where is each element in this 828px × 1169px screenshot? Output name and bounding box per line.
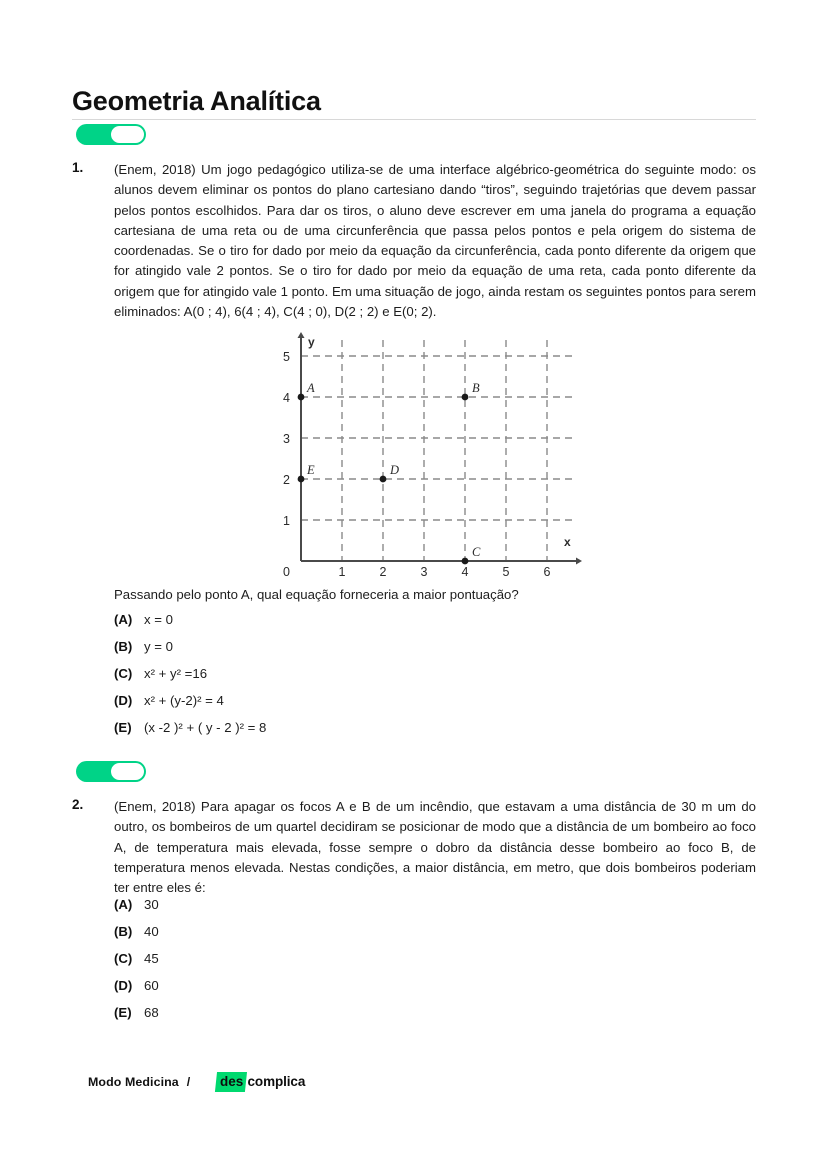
option-text: (x -2 )² + ( y - 2 )² = 8 — [144, 720, 267, 735]
option-text: 60 — [144, 978, 159, 993]
point-label-b: B — [472, 381, 480, 395]
svg-text:2: 2 — [379, 565, 387, 578]
logo-mark-text: des — [220, 1074, 244, 1090]
option-key: (C) — [114, 666, 133, 681]
point-e — [298, 476, 305, 483]
point-label-a: A — [307, 381, 315, 395]
option-key: (D) — [114, 693, 133, 708]
page-title: Geometria Analítica — [72, 86, 321, 117]
option-d[interactable] — [114, 978, 159, 1005]
option-b[interactable] — [114, 924, 159, 951]
point-label-e: E — [307, 463, 315, 477]
svg-text:4: 4 — [283, 391, 290, 405]
footer-separator: / — [186, 1075, 191, 1089]
y-axis-label: y — [308, 335, 315, 349]
logo-word: complica — [247, 1074, 306, 1090]
point-c — [462, 558, 469, 565]
svg-text:2: 2 — [283, 473, 290, 487]
option-key: (D) — [114, 978, 133, 993]
header-divider — [72, 119, 756, 120]
option-text: 68 — [144, 1005, 159, 1020]
svg-text:1: 1 — [283, 514, 290, 528]
gridlines — [301, 340, 572, 561]
option-a[interactable] — [114, 897, 159, 924]
x-tick-labels — [339, 565, 551, 578]
option-key: (B) — [114, 639, 133, 654]
question-1-number: 1. — [72, 160, 84, 175]
option-c[interactable] — [114, 951, 159, 978]
y-axis-arrow — [298, 332, 305, 338]
point-label-d: D — [390, 463, 400, 477]
question-2-number: 2. — [72, 797, 84, 812]
footer — [88, 1072, 305, 1092]
question-2-statement: (Enem, 2018) Para apagar os focos A e B de um incêndio, que estavam a uma distância de 30 m um do outro, os bombeiros de um quartel decidiram se posicionar de modo que a distância de um bombeiro ao foco A, de temperatura mais elevada, fosse sempre o dobro da distância desse bombeiro ao foco B, de temperatura menos elevada. Nestas condições, a maior distância, em metro, que dois bombeiros poderiam ter entre eles é: — [114, 799, 756, 896]
option-e[interactable] — [114, 720, 266, 747]
option-c[interactable] — [114, 666, 266, 693]
point-b — [462, 394, 469, 401]
svg-text:5: 5 — [502, 565, 510, 578]
toggle-question-1[interactable] — [76, 124, 146, 145]
logo-mark — [215, 1072, 247, 1092]
point-label-c: C — [472, 545, 481, 559]
svg-text:0: 0 — [283, 565, 290, 578]
option-a[interactable] — [114, 612, 266, 639]
option-text: x² + (y-2)² = 4 — [144, 693, 224, 708]
option-text: 40 — [144, 924, 159, 939]
question-1-statement: (Enem, 2018) Um jogo pedagógico utiliza-se de uma interface algébrico-geométrica do seguinte modo: os alunos devem eliminar os pontos do plano cartesiano dando “tiros”, seguindo trajetórias que devem passar pelos pontos escolhidos. Para dar os tiros, o aluno deve escrever em uma janela do programa a equação cartesiana de uma reta ou de uma circunferência que passa pelos pontos e pela origem do sistema de coordenadas. Se o tiro for dado por meio da equação da circunferência, cada ponto diferente da origem que for atingido vale 2 pontos. Se o tiro for dado por meio da equação de uma reta, cada ponto diferente da origem que for atingido vale 1 ponto. Em uma situação de jogo, ainda restam os seguintes pontos para serem eliminados: A(0 ; 4), 6(4 ; 4), C(4 ; 0), D(2 ; 2) e E(0; 2). — [114, 162, 756, 320]
option-text: x = 0 — [144, 612, 173, 627]
x-axis-label: x — [564, 535, 571, 549]
question-1-options — [114, 612, 266, 747]
svg-text:3: 3 — [420, 565, 428, 578]
option-key: (E) — [114, 1005, 132, 1020]
svg-text:3: 3 — [283, 432, 290, 446]
option-text: y = 0 — [144, 639, 173, 654]
svg-text:1: 1 — [338, 565, 346, 578]
option-d[interactable] — [114, 693, 266, 720]
option-key: (A) — [114, 897, 133, 912]
option-key: (C) — [114, 951, 133, 966]
cartesian-plane-figure — [282, 332, 582, 578]
descomplica-logo — [216, 1072, 305, 1092]
point-a — [298, 394, 305, 401]
toggle-knob — [110, 762, 145, 781]
option-key: (B) — [114, 924, 133, 939]
question-2-options — [114, 897, 159, 1032]
option-text: 30 — [144, 897, 159, 912]
toggle-question-2[interactable] — [76, 761, 146, 782]
svg-text:4: 4 — [461, 565, 469, 578]
point-labels — [306, 381, 481, 559]
option-key: (E) — [114, 720, 132, 735]
y-tick-labels — [283, 350, 290, 578]
option-key: (A) — [114, 612, 133, 627]
svg-text:6: 6 — [543, 565, 551, 578]
option-b[interactable] — [114, 639, 266, 666]
toggle-knob — [110, 125, 145, 144]
x-axis-arrow — [576, 558, 582, 565]
option-e[interactable] — [114, 1005, 159, 1032]
option-text: x² + y² =16 — [144, 666, 208, 681]
option-text: 45 — [144, 951, 159, 966]
point-d — [380, 476, 387, 483]
svg-text:5: 5 — [283, 350, 290, 364]
question-1-prompt: Passando pelo ponto A, qual equação forneceria a maior pontuação? — [114, 587, 519, 602]
footer-brand: Modo Medicina — [88, 1075, 179, 1089]
